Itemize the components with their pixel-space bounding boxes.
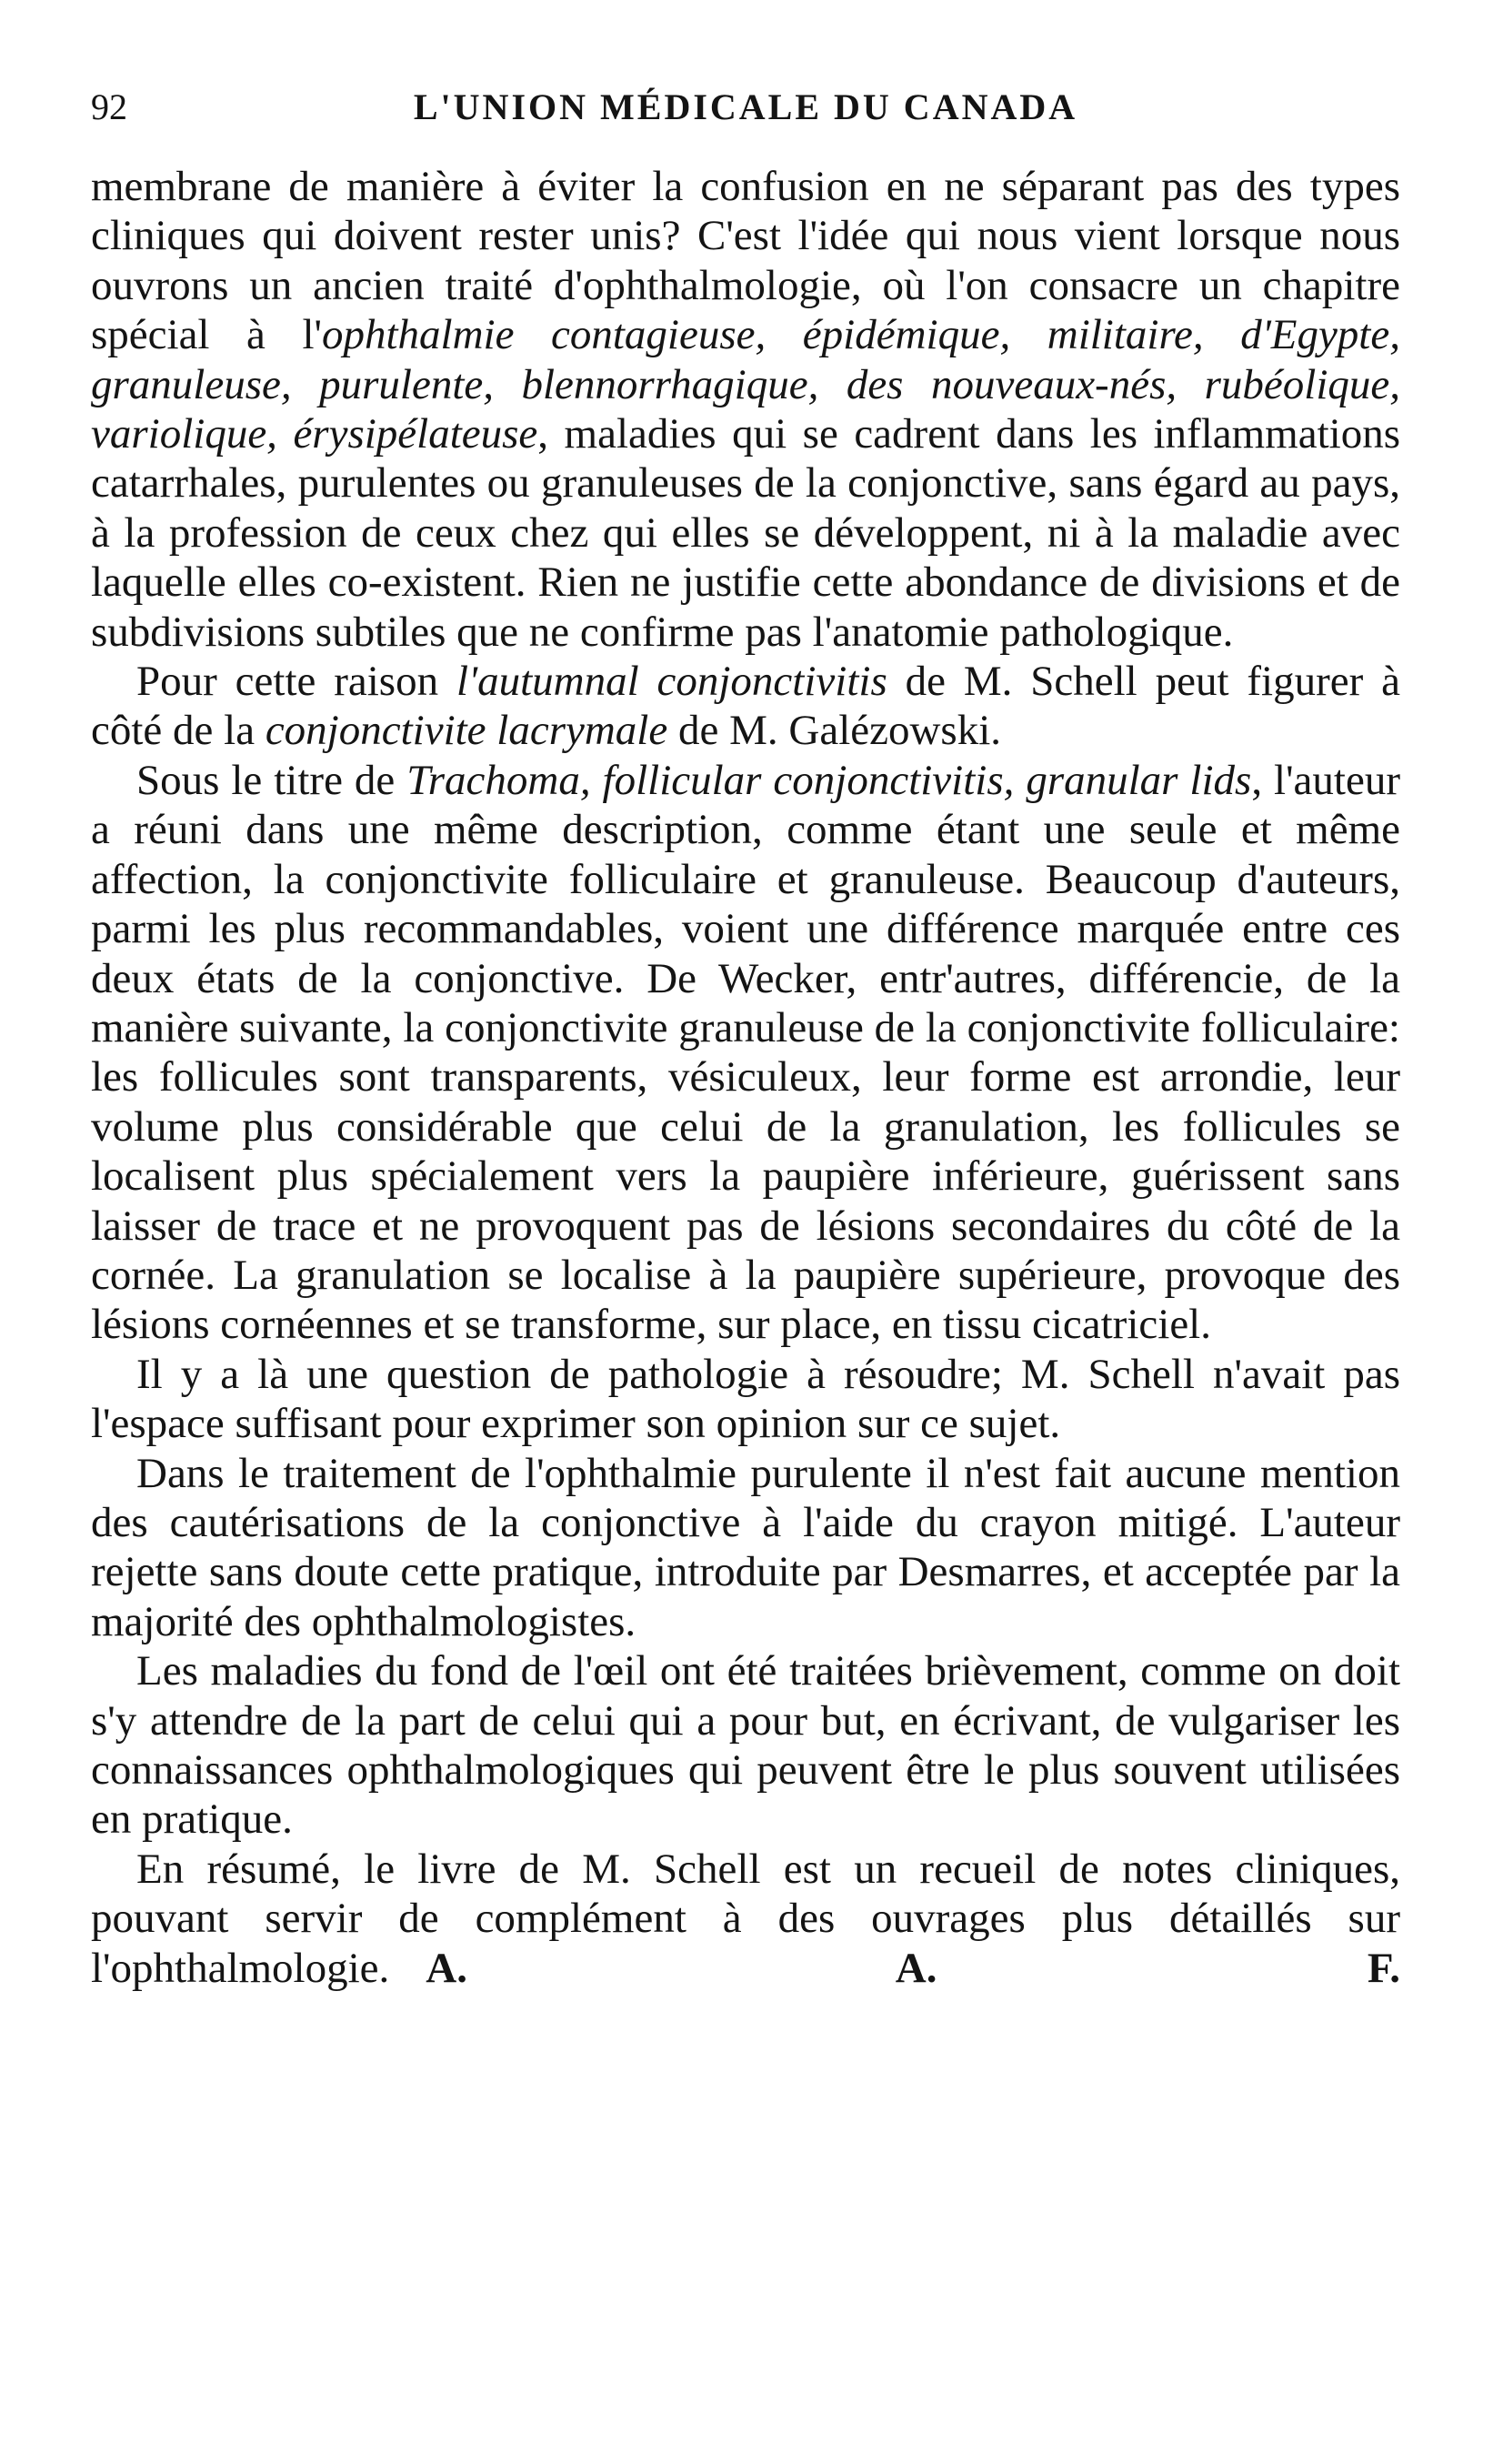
- paragraph-6: [91, 1646, 1400, 1845]
- paragraph-1: [91, 162, 1400, 657]
- paragraph-4: [91, 1350, 1400, 1449]
- paragraph-text: de M. Galézowski.: [667, 707, 1002, 755]
- paragraph-2: [91, 657, 1400, 756]
- paragraph-text: Il y a là une question de pathologie à résoudre; M. Schell n'avait pas l'espace suffisant pour exprimer son opinion sur ce sujet.: [91, 1350, 1400, 1448]
- paragraph-italic-text: ophthalmie contagieuse, épidémique, militaire, d'Egypte, granuleuse, purulente, blennorrhagique, des nouveaux-nés, rubéolique, variolique, érysipélateuse: [91, 311, 1400, 458]
- paragraph-text: membrane de manière à éviter la confusion en ne séparant pas des types cliniques qui doivent rester unis? C'est l'idée qui nous vient lorsque nous ouvrons un ancien traité d'ophthalmologie, où l'on consacre un chapitre spécial à l': [91, 163, 1400, 359]
- paragraph-text: Pour cette raison: [136, 658, 456, 706]
- paragraph-text: , l'auteur a réuni dans une même description, comme étant une seule et même affection, la conjonctivite folliculaire et granuleuse. Beaucoup d'auteurs, parmi les plus recommandables, voient une différence marquée entre ces deux états de la conjonctive. De Wecker, entr'autres, différencie, de la manière suivante, la conjonctivite granuleuse de la conjonctivite folliculaire: les follicules sont transparents, vésiculeux, leur forme est arrondie, leur volume plus considérable que celui de la granulation, les follicules se localisent plus spécialement vers la paupière inférieure, guérissent sans laisser de trace et ne provoquent pas de lésions secondaires du côté de la cornée. La granulation se localise à la paupière supérieure, provoque des lésions cornéennes et se transforme, sur place, en tissu cicatriciel.: [91, 756, 1400, 1349]
- paragraph-italic-text: conjonctivite lacrymale: [265, 707, 668, 755]
- page-number: 92: [91, 86, 127, 127]
- paragraph-italic-text: l'autumnal conjonctivitis: [456, 658, 887, 706]
- article-body: [91, 162, 1400, 1993]
- journal-title: L'UNION MÉDICALE DU CANADA: [413, 86, 1078, 127]
- running-head: [91, 80, 1400, 135]
- paragraph-text: , maladies qui se cadrent dans les inflammations catarrhales, purulentes ou granuleuses de la conjonctive, sans égard au pays, à la profession de ceux chez qui elles se développent, ni à la maladie avec laquelle elles co-existent. Rien ne justifie cette abondance de divisions et de subdivisions subtiles que ne confirme pas l'anatomie pathologique.: [91, 410, 1400, 656]
- paragraph-text: Sous le titre de: [136, 756, 407, 804]
- paragraph-text: Les maladies du fond de l'œil ont été traitées brièvement, comme on doit s'y attendre de la part de celui qui a pour but, en écrivant, de vulgariser les connaissances ophthalmologiques qui peuvent être le plus souvent utilisées en pratique.: [91, 1647, 1400, 1844]
- paragraph-text: En résumé, le livre de M. Schell est un recueil de notes cliniques, pouvant servir de complément à des ouvrages plus détaillés sur l'ophthalmologie.: [91, 1845, 1400, 1992]
- paragraph-text: Dans le traitement de l'ophthalmie purulente il n'est fait aucune mention des cautérisations de la conjonctive à l'aide du crayon mitigé. L'auteur rejette sans doute cette pratique, introduite par Desmarres, et acceptée par la majorité des ophthalmologistes.: [91, 1449, 1400, 1645]
- paragraph-7: [91, 1845, 1400, 1993]
- paragraph-5: [91, 1449, 1400, 1647]
- paragraph-3: [91, 756, 1400, 1350]
- paragraph-text: de M. Schell peut figurer à côté de la: [91, 658, 1400, 755]
- author-signature: A. A. F.: [426, 1944, 1400, 1992]
- paragraph-italic-text: Trachoma, follicular conjonctivitis, granular lids: [406, 756, 1252, 804]
